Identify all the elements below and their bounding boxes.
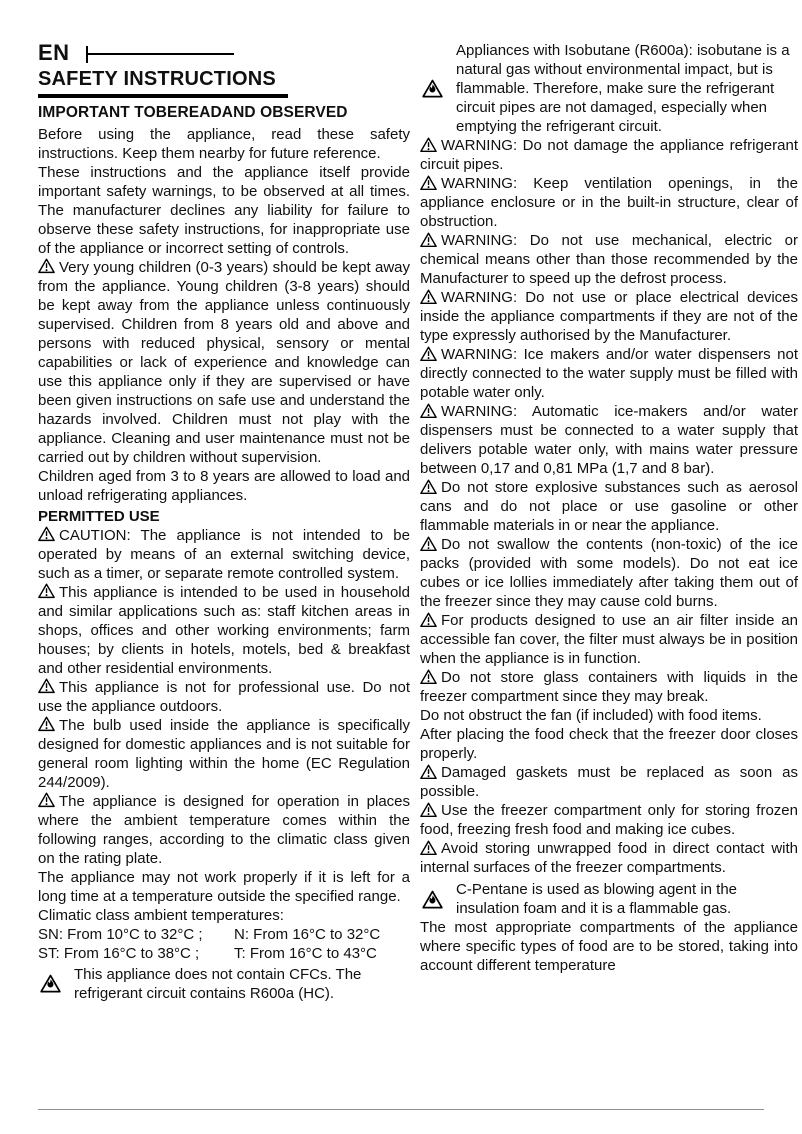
warning-triangle-icon <box>420 479 437 495</box>
paragraph-text: WARNING: Do not use mechanical, electric or chemical means other than those recommended by the Manufacturer to speed up the defrost process. <box>420 232 798 287</box>
ice-packs-paragraph <box>420 535 798 611</box>
language-header <box>38 40 410 66</box>
paragraph-text: WARNING: Do not use or place electrical devices inside the appliance compartments if they are not of the type expressly authorised by the Manufacturer. <box>420 289 798 344</box>
air-filter-paragraph <box>420 611 798 668</box>
ambient-temperature-paragraph <box>38 792 410 868</box>
warning-triangle-icon <box>420 764 437 780</box>
household-use-paragraph <box>38 583 410 678</box>
liability-paragraph: These instructions and the appliance itself provide important safety warnings, to be observed at all times. The manufacturer declines any liability for failure to observe these safety instructions, for inappropriate use of the appliance or incorrect setting of controls. <box>38 163 410 257</box>
paragraph-text: For products designed to use an air filter inside an accessible fan cover, the filter must always be in position when the appliance is in function. <box>420 612 798 667</box>
warning-triangle-icon <box>420 137 437 153</box>
paragraph-text: Use the freezer compartment only for storing frozen food, freezing fresh food and making ice cubes. <box>420 802 798 838</box>
paragraph-text: This appliance is intended to be used in household and similar applications such as: staff kitchen areas in shops, offices and other working environments; farm houses; by clients in hotels, motels, bed & breakfast and other residential environments. <box>38 583 410 677</box>
explosive-substances-paragraph <box>420 478 798 535</box>
page-title: SAFETY INSTRUCTIONS <box>38 68 276 90</box>
cfc-note <box>38 965 410 1003</box>
climatic-class-row <box>38 944 410 963</box>
paragraph-text: Do not store glass containers with liquids in the freezer compartment since they may break. <box>420 669 798 705</box>
note-text: This appliance does not contain CFCs. The refrigerant circuit contains R600a (HC). <box>74 965 362 1002</box>
paragraph-text: WARNING: Keep ventilation openings, in the appliance enclosure or in the built-in structure, clear of obstruction. <box>420 175 798 230</box>
paragraph-text: The bulb used inside the appliance is specifically designed for domestic appliances and is not suitable for general room lighting within the home (EC Regulation 244/2009). <box>38 716 410 791</box>
climatic-class-label: Climatic class ambient temperatures: <box>38 906 284 924</box>
paragraph-text: WARNING: Automatic ice-makers and/or water dispensers must be connected to a water supply that delivers potable water only, with mains water pressure between 0,17 and 0,81 MPa (1,7 and 8 bar). <box>420 403 798 477</box>
title-underline <box>38 94 288 98</box>
bulb-paragraph <box>38 716 410 792</box>
isobutane-note <box>420 41 798 136</box>
note-text: C-Pentane is used as blowing agent in the insulation foam and it is a flammable gas. <box>456 881 738 917</box>
warning-triangle-icon <box>420 346 437 362</box>
warning-triangle-icon <box>38 678 55 694</box>
icon-column <box>420 79 456 98</box>
section-subtitle: IMPORTANT TOBEREADAND OBSERVED <box>38 103 348 121</box>
header-rule <box>86 46 88 63</box>
climatic-class-sn: SN: From 10°C to 32°C ; <box>38 925 203 943</box>
paragraph-text: WARNING: Do not damage the appliance refrigerant circuit pipes. <box>420 137 798 173</box>
warning-triangle-icon <box>420 175 437 191</box>
flame-triangle-icon <box>422 890 443 909</box>
climatic-class-st: ST: From 16°C to 38°C ; <box>38 944 200 962</box>
warning-defrost-paragraph <box>420 231 798 288</box>
climatic-class-n: N: From 16°C to 32°C <box>234 925 381 943</box>
warning-ice-makers-paragraph <box>420 345 798 402</box>
caution-switching-paragraph <box>38 526 410 583</box>
unwrapped-food-paragraph <box>420 839 798 877</box>
left-column <box>38 40 410 1003</box>
permitted-use-heading: PERMITTED USE <box>38 507 160 525</box>
flame-triangle-icon <box>40 974 61 993</box>
icon-column <box>38 974 74 993</box>
warning-triangle-icon <box>420 840 437 856</box>
language-code: EN <box>38 40 70 65</box>
warning-triangle-icon <box>420 403 437 419</box>
paragraph-text: Do not store explosive substances such as aerosol cans and do not place or use gasoline or other flammable materials in or near the appliance. <box>420 479 798 534</box>
paragraph-text: Very young children (0-3 years) should be kept away from the appliance. Young children (3-8 years) should be kept away from the appliance unless continuously supervised. Children from 8 years old and above and persons with reduced physical, sensory or mental capabilities or lack of experience and knowledge can use this appliance only if they are supervised or have been given instructions on safe use and understand the hazards involved. Children must not play with the appliance. Cleaning and user maintenance must not be carried out by children without supervision. <box>38 258 410 466</box>
freezer-use-paragraph <box>420 801 798 839</box>
warning-triangle-icon <box>420 612 437 628</box>
warning-triangle-icon <box>420 232 437 248</box>
warning-triangle-icon <box>38 526 55 542</box>
warning-pipes-paragraph <box>420 136 798 174</box>
warning-ventilation-paragraph <box>420 174 798 231</box>
paragraph-text: Avoid storing unwrapped food in direct contact with internal surfaces of the freezer compartments. <box>420 840 798 876</box>
warning-triangle-icon <box>38 583 55 599</box>
glass-containers-paragraph <box>420 668 798 706</box>
warning-triangle-icon <box>38 792 55 808</box>
paragraph-text: The appliance is designed for operation in places where the ambient temperature comes within the following ranges, according to the climatic class given on the rating plate. <box>38 792 410 867</box>
paragraph-text: This appliance is not for professional use. Do not use the appliance outdoors. <box>38 678 410 715</box>
temperature-range-paragraph: The appliance may not work properly if it is left for a long time at a temperature outside the specified range. <box>38 868 410 905</box>
gaskets-paragraph <box>420 763 798 801</box>
warning-triangle-icon <box>420 536 437 552</box>
warning-triangle-icon <box>420 802 437 818</box>
paragraph-text: CAUTION: The appliance is not intended to be operated by means of an external switching device, such as a timer, or separate remote controlled system. <box>38 526 410 582</box>
compartments-paragraph: The most appropriate compartments of the appliance where specific types of food are to be stored, taking into account different temperature <box>420 919 798 974</box>
freezer-door-paragraph: After placing the food check that the freezer door closes properly. <box>420 726 798 762</box>
climatic-class-t: T: From 16°C to 43°C <box>234 944 377 962</box>
paragraph-text: Do not swallow the contents (non-toxic) of the ice packs (provided with some models). Do not eat ice cubes or ice lollies immediately after taking them out of the freezer since they may cause cold burns. <box>420 536 798 610</box>
c-pentane-note <box>420 880 798 918</box>
header-rule-line <box>88 53 234 55</box>
icon-column <box>420 890 456 909</box>
children-warning-paragraph <box>38 258 410 467</box>
two-column-layout <box>38 40 798 1003</box>
footer-divider <box>38 1109 764 1110</box>
flame-triangle-icon <box>422 79 443 98</box>
warning-triangle-icon <box>420 289 437 305</box>
warning-triangle-icon <box>38 716 55 732</box>
warning-triangle-icon <box>38 258 55 274</box>
intro-paragraph: Before using the appliance, read these safety instructions. Keep them nearby for future reference. <box>38 125 410 162</box>
professional-use-paragraph <box>38 678 410 716</box>
paragraph-text: Damaged gaskets must be replaced as soon as possible. <box>420 764 798 800</box>
paragraph-text: WARNING: Ice makers and/or water dispensers not directly connected to the water supply must be filled with potable water only. <box>420 346 798 401</box>
children-load-paragraph: Children aged from 3 to 8 years are allowed to load and unload refrigerating appliances. <box>38 467 410 504</box>
fan-obstruction-paragraph: Do not obstruct the fan (if included) with food items. <box>420 707 762 724</box>
warning-triangle-icon <box>420 669 437 685</box>
right-column <box>420 40 798 1003</box>
note-text: Appliances with Isobutane (R600a): isobutane is a natural gas without environmental impact, but is flammable. Therefore, make sure the refrigerant circuit pipes are not damaged, especially when emptying the refrigerant circuit. <box>456 42 790 135</box>
warning-water-supply-paragraph <box>420 402 798 478</box>
warning-electrical-devices-paragraph <box>420 288 798 345</box>
climatic-class-row <box>38 925 410 944</box>
